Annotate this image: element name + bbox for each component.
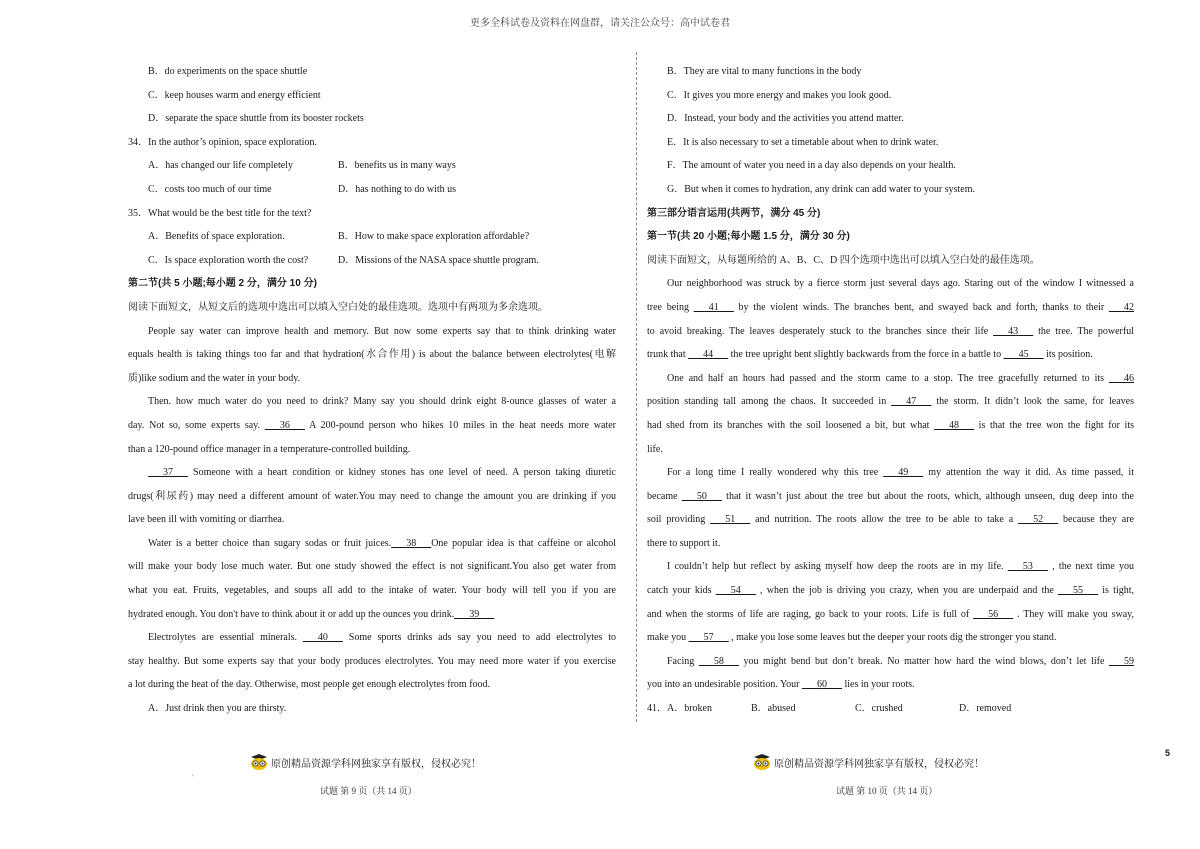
blank-57: ___57___ (688, 632, 729, 644)
blank-51: ___51___ (710, 514, 751, 526)
blank-41: ___41___ (693, 301, 734, 313)
question-41-options: 41．A．broken B．abused C．crushed D．removed (647, 703, 1012, 715)
passage-line: Facing ___58___ you might bend but don’t break. No matter how hard the wind blows, don’t let life ___59 (667, 655, 1134, 667)
blank-56: ___56___ (973, 608, 1014, 620)
passage-line: equals health is taking things too far and that hydration(水合作用) is about the balance between electrolytes(电解 (128, 349, 616, 361)
passage-line: you into an undesirable position. Your ___60___ lies in your roots. (647, 679, 915, 691)
blank-36: ___36___ (264, 419, 305, 431)
blank-55: ___55___ (1058, 585, 1099, 597)
passage-line: position standing tall among the chaos. It succeeded in ___47___ the storm. It didn’t look the same, for leaves (647, 396, 1134, 408)
passage-line: lave been ill with vomiting or diarrhea. (128, 514, 285, 526)
option-line: E．It is also necessary to set a timetable about when to drink water. (667, 136, 939, 148)
option-line: C．keep houses warm and energy efficient (148, 89, 321, 101)
passage-line: than a 120-pound office manager in a temperature-controlled building. (128, 443, 411, 455)
owl-logo-icon (752, 753, 772, 771)
passage-line: Then. how much water do you need to drink? Many say you should drink eight 8-ounce glasses of water a (148, 396, 616, 408)
blank-58: ___58___ (698, 655, 739, 667)
passage-line: life. (647, 443, 663, 455)
passage-line: For a long time I really wondered why this tree ___49___ my attention the way it did. As time passed, it (667, 467, 1134, 479)
passage-line: had shed from its branches with the soil loosened a bit, but what ___48___ is that the tree won the fight for its (647, 419, 1134, 431)
question-35-options-row: C．Is space exploration worth the cost? D．Missions of the NASA space shuttle program. (148, 254, 539, 266)
option-line: D．separate the space shuttle from its booster rockets (148, 113, 364, 125)
passage-line: Electrolytes are essential minerals. ___40___ Some sports drinks ads say you need to add electrolytes to (148, 632, 616, 644)
section-heading: 第一节(共 20 小题;每小题 1.5 分，满分 30 分) (647, 231, 850, 243)
blank-48: ___48___ (934, 419, 975, 431)
question-34-options-row: C．costs too much of our time D．has nothing to do with us (148, 183, 457, 195)
blank-49: ___49___ (883, 467, 924, 479)
instructions: 阅读下面短文，从每题所给的 A、B、C、D 四个选项中选出可以填入空白处的最佳选项。 (647, 254, 1040, 266)
passage-line: 质)like sodium and the water in your body. (128, 372, 301, 384)
blank-43: ___43___ (993, 325, 1034, 337)
blank-46: ___46 (1109, 372, 1134, 384)
passage-line: I couldn’t help but reflect by asking myself how deep the roots are in my life. ___53___ , the next time you (667, 561, 1134, 573)
blank-39: ___39___ (454, 608, 495, 620)
column-divider (636, 52, 637, 722)
passage-line: and when the storms of life are raging, go back to your roots. Life is full of ___56___ . They will make you sway, (647, 608, 1134, 620)
passage-line: People say water can improve health and memory. But now some experts say that to think drinking water (148, 325, 616, 337)
option-line: G．But when it comes to hydration, any drink can add water to your system. (667, 183, 975, 195)
question-35: 35．What would be the best title for the text? (128, 207, 312, 219)
stray-mark: ' (192, 773, 194, 782)
sheet-number: 5 (1165, 748, 1171, 758)
blank-50: ___50___ (681, 490, 722, 502)
page-header: 更多全科试卷及资料在网盘群，请关注公众号：高中试卷君 (470, 18, 730, 29)
option-line: A．Just drink then you are thirsty. (148, 703, 287, 715)
blank-53: ___53___ (1007, 561, 1048, 573)
section-heading: 第二节(共 5 小题;每小题 2 分，满分 10 分) (128, 278, 317, 290)
copyright-notice: 原创精品资源学科网独家享有版权，侵权必究！ (752, 753, 984, 771)
passage-line: make you ___57___ , make you lose some leaves but the deeper your roots dig the stronger you stand. (647, 632, 1057, 644)
passage-line: drugs(利尿药) may need a different amount of water.You may need to change the amount you are drinking if you (128, 490, 616, 502)
passage-line: trunk that ___44___ the tree upright bent slightly backwards from the force in a battle to ___45___ its position. (647, 349, 1093, 361)
passage-line: there to support it. (647, 537, 721, 549)
passage-line: day. Not so, some experts say. ___36___ A 200-pound person who hikes 10 miles in the heat needs more water (128, 419, 616, 431)
section-heading: 第三部分语言运用(共两节，满分 45 分) (647, 207, 821, 219)
page-number-left: 试题 第 9 页（共 14 页） (320, 786, 417, 796)
question-34-options-row: A．has changed our life completely B．benefits us in many ways (148, 160, 456, 172)
option-line: F．The amount of water you need in a day also depends on your health. (667, 160, 956, 172)
blank-44: ___44___ (688, 349, 729, 361)
question-34: 34．In the author’s opinion, space exploration. (128, 136, 317, 148)
blank-59: ___59 (1109, 655, 1134, 667)
passage-line: what you eat. Fruits, vegetables, and soups all add to the intake of water. Your body will tell you if you are (128, 585, 616, 597)
passage-line: ___37___ Someone with a heart condition or kidney stones has one level of need. A person taking diuretic (148, 467, 616, 479)
blank-38: ___38___ (391, 537, 432, 549)
option-line: C．It gives you more energy and makes you look good. (667, 89, 892, 101)
passage-line: stay healthy. But some experts say that your body produces electrolytes. You may need more water if you exercise (128, 655, 616, 667)
copyright-notice: 原创精品资源学科网独家享有版权，侵权必究！ (249, 753, 481, 771)
passage-line: a lot during the heat of the day. Otherwise, most people get enough electrolytes from food. (128, 679, 491, 691)
passage-line: catch your kids ___54___ , when the job is driving you crazy, when you are underpaid and the ___55___ is tight, (647, 585, 1134, 597)
blank-47: ___47___ (891, 396, 932, 408)
option-line: B．do experiments on the space shuttle (148, 66, 308, 77)
page-number-right: 试题 第 10 页（共 14 页） (836, 786, 938, 796)
blank-60: ___60___ (802, 679, 842, 691)
owl-logo-icon (249, 753, 269, 771)
blank-40: ___40___ (302, 632, 343, 644)
passage-line: tree being ___41___ by the violent winds. The branches bent, and swayed back and forth, thanks to their ___42 (647, 301, 1134, 313)
blank-54: ___54___ (715, 585, 756, 597)
passage-line: to avoid breaking. The leaves desperately stuck to the branches since their life ___43___ the tree. The powerful (647, 325, 1134, 337)
left-column (128, 60, 616, 721)
question-35-options-row: A．Benefits of space exploration. B．How to make space exploration affordable? (148, 231, 530, 243)
passage-line: will make your body lose much water. But one study showed the effect is not significant.You also get water from (128, 561, 616, 573)
passage-line: soil providing ___51___ and nutrition. The roots allow the tree to be able to take a ___52___ because they are (647, 514, 1134, 526)
passage-line: became ___50___ that it wasn’t just about the tree but about the roots, which, although unseen, dug deep into the (647, 490, 1134, 502)
instructions: 阅读下面短文，从短文后的选项中选出可以填入空白处的最佳选项。选项中有两项为多余选项。 (128, 301, 548, 313)
blank-37: ___37___ (148, 467, 188, 479)
passage-line: Our neighborhood was struck by a fierce storm just several days ago. Staring out of the window I witnessed a (667, 278, 1134, 290)
option-line: B．They are vital to many functions in the body (667, 66, 862, 77)
blank-45: ___45___ (1003, 349, 1044, 361)
passage-line: hydrated enough. You don't have to think about it or add up the ounces you drink.___39___ (128, 608, 495, 620)
passage-line: Water is a better choice than sugary sodas or fruit juices.___38___One popular idea is that caffeine or alcohol (148, 537, 616, 549)
blank-42: ___42 (1109, 301, 1134, 313)
blank-52: ___52___ (1018, 514, 1059, 526)
passage-line: One and half an hours had passed and the storm came to a stop. The tree gracefully returned to its ___46 (667, 372, 1134, 384)
option-line: D．Instead, your body and the activities you attend matter. (667, 113, 904, 125)
right-column (647, 60, 1134, 721)
